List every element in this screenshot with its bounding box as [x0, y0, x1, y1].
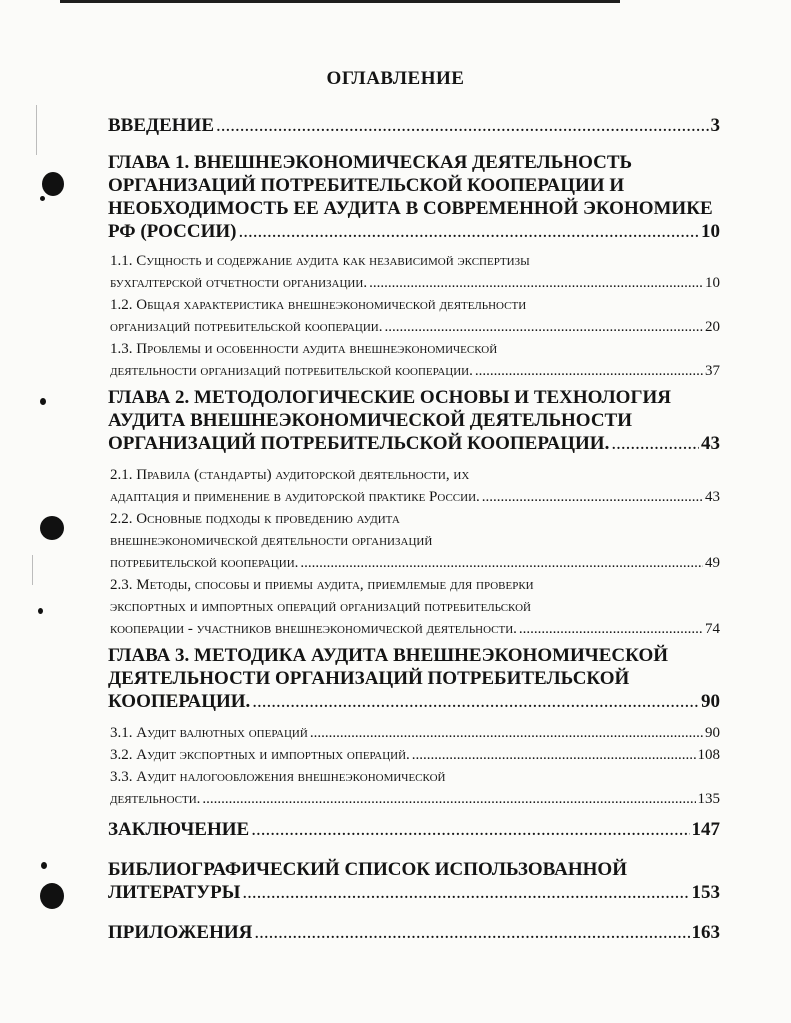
toc-entry-introduction[interactable]	[108, 114, 720, 137]
punch-hole-mark	[42, 172, 64, 196]
dot-leader	[239, 220, 699, 243]
toc-entry-text: деятельности организаций потребительской кооперации.	[110, 363, 473, 379]
toc-entry-section-3-1[interactable]	[110, 722, 720, 744]
toc-entry-text: ОРГАНИЗАЦИЙ ПОТРЕБИТЕЛЬСКОЙ КООПЕРАЦИИ.	[108, 433, 610, 454]
toc-entry-text: АУДИТА ВНЕШНЕЭКОНОМИЧЕСКОЙ ДЕЯТЕЛЬНОСТИ	[108, 410, 632, 431]
toc-entry-text: 2.3. Методы, способы и приемы аудита, приемлемые для проверки	[110, 577, 534, 593]
toc-entry-section-2-3[interactable]	[110, 574, 720, 640]
scan-speck	[40, 398, 46, 405]
toc-page-number: 74	[705, 621, 720, 637]
toc-entry-text: ПРИЛОЖЕНИЯ	[108, 922, 253, 943]
scan-top-edge	[60, 0, 620, 3]
dot-leader	[254, 921, 689, 944]
toc-title: ОГЛАВЛЕНИЕ	[326, 68, 465, 89]
toc-page-number: 49	[705, 555, 720, 571]
dot-leader	[412, 744, 696, 766]
toc-entry-text: ЗАКЛЮЧЕНИЕ	[108, 819, 250, 840]
toc-entry-appendices[interactable]	[108, 921, 720, 944]
toc-page-number: 90	[705, 725, 720, 741]
toc-page-number: 153	[691, 882, 720, 903]
toc-page-number: 147	[691, 819, 720, 840]
toc-entry-text: бухгалтерской отчетности организации.	[110, 275, 368, 291]
toc-page-number: 90	[701, 691, 720, 712]
dot-leader	[252, 690, 699, 713]
toc-entry-text: КООПЕРАЦИИ.	[108, 691, 251, 712]
toc-entry-section-1-2[interactable]	[110, 294, 720, 338]
toc-entry-text: организаций потребительской кооперации.	[110, 319, 383, 335]
toc-entry-text: ДЕЯТЕЛЬНОСТИ ОРГАНИЗАЦИЙ ПОТРЕБИТЕЛЬСКОЙ	[108, 668, 630, 689]
toc-page-number: 10	[701, 221, 720, 242]
toc-entry-chapter-3[interactable]	[108, 644, 720, 713]
dot-leader	[369, 272, 703, 294]
toc-page-number: 43	[701, 433, 720, 454]
dot-leader	[310, 722, 703, 744]
toc-entry-section-3-3[interactable]	[110, 766, 720, 810]
toc-entry-text: деятельности.	[110, 791, 201, 807]
dot-leader	[251, 818, 689, 841]
toc-entry-chapter-1[interactable]	[108, 151, 720, 243]
toc-entry-chapter-2[interactable]	[108, 386, 720, 455]
toc-entry-text: РФ (РОССИИ)	[108, 221, 237, 242]
toc-entry-text: 3.3. Аудит налогообложения внешнеэкономической	[110, 769, 446, 785]
toc-page-number: 135	[697, 791, 720, 807]
scan-artifact	[36, 105, 37, 155]
toc-entry-text: ЛИТЕРАТУРЫ	[108, 882, 241, 903]
toc-entry-text: НЕОБХОДИМОСТЬ ЕЕ АУДИТА В СОВРЕМЕННОЙ ЭКОНОМИКЕ	[108, 198, 713, 219]
toc-entry-text: кооперации - участников внешнеэкономической деятельности.	[110, 621, 517, 637]
toc-entry-text: 1.1. Сущность и содержание аудита как независимой экспертизы	[110, 253, 530, 269]
toc-entry-conclusion[interactable]	[108, 818, 720, 841]
toc-entry-text: ВВЕДЕНИЕ	[108, 115, 214, 136]
toc-entry-section-1-3[interactable]	[110, 338, 720, 382]
punch-hole-mark	[40, 516, 64, 540]
dot-leader	[216, 114, 709, 137]
toc-page-number: 20	[705, 319, 720, 335]
toc-entry-section-3-2[interactable]	[110, 744, 720, 766]
toc-page-number: 37	[705, 363, 720, 379]
toc-entry-text: внешнеэкономической деятельности организаций	[110, 533, 433, 549]
toc-entry-section-2-1[interactable]	[110, 464, 720, 508]
toc-entry-text: 1.2. Общая характеристика внешнеэкономической деятельности	[110, 297, 527, 313]
toc-entry-text: 3.1. Аудит валютных операций	[110, 725, 308, 741]
toc-entry-text: адаптация и применение в аудиторской практике России.	[110, 489, 480, 505]
toc-entry-text: ОРГАНИЗАЦИЙ ПОТРЕБИТЕЛЬСКОЙ КООПЕРАЦИИ И	[108, 175, 625, 196]
toc-entry-text: 2.1. Правила (стандарты) аудиторской деятельности, их	[110, 467, 470, 483]
toc-page-number: 10	[705, 275, 720, 291]
table-of-contents	[108, 114, 720, 944]
scan-speck	[41, 862, 47, 869]
toc-entry-text: экспортных и импортных операций организаций потребительской	[110, 599, 531, 615]
toc-entry-text: 1.3. Проблемы и особенности аудита внешнеэкономической	[110, 341, 498, 357]
dot-leader	[611, 432, 699, 455]
dot-leader	[300, 552, 703, 574]
toc-entry-text: 2.2. Основные подходы к проведению аудита	[110, 511, 400, 527]
toc-page-number: 163	[691, 922, 720, 943]
toc-entry-section-1-1[interactable]	[110, 250, 720, 294]
toc-entry-text: потребительской кооперации.	[110, 555, 299, 571]
toc-entry-bibliography[interactable]	[108, 858, 720, 904]
dot-leader	[202, 788, 695, 810]
toc-entry-section-2-2[interactable]	[110, 508, 720, 574]
dot-leader	[384, 316, 703, 338]
dot-leader	[482, 486, 703, 508]
scan-speck	[38, 608, 43, 614]
toc-entry-text: ГЛАВА 3. МЕТОДИКА АУДИТА ВНЕШНЕЭКОНОМИЧЕСКОЙ	[108, 645, 669, 666]
dot-leader	[475, 360, 703, 382]
toc-entry-text: ГЛАВА 1. ВНЕШНЕЭКОНОМИЧЕСКАЯ ДЕЯТЕЛЬНОСТЬ	[108, 152, 633, 173]
toc-entry-text: БИБЛИОГРАФИЧЕСКИЙ СПИСОК ИСПОЛЬЗОВАННОЙ	[108, 859, 627, 880]
punch-hole-mark	[40, 883, 64, 909]
toc-page-number: 3	[710, 115, 720, 136]
toc-entry-text: 3.2. Аудит экспортных и импортных операций.	[110, 747, 410, 763]
scan-speck	[40, 196, 45, 201]
toc-page-number: 43	[705, 489, 720, 505]
dot-leader	[519, 618, 703, 640]
dot-leader	[242, 881, 689, 904]
toc-page-number: 108	[697, 747, 720, 763]
scan-artifact	[32, 555, 33, 585]
toc-entry-text: ГЛАВА 2. МЕТОДОЛОГИЧЕСКИЕ ОСНОВЫ И ТЕХНОЛОГИЯ	[108, 387, 672, 408]
